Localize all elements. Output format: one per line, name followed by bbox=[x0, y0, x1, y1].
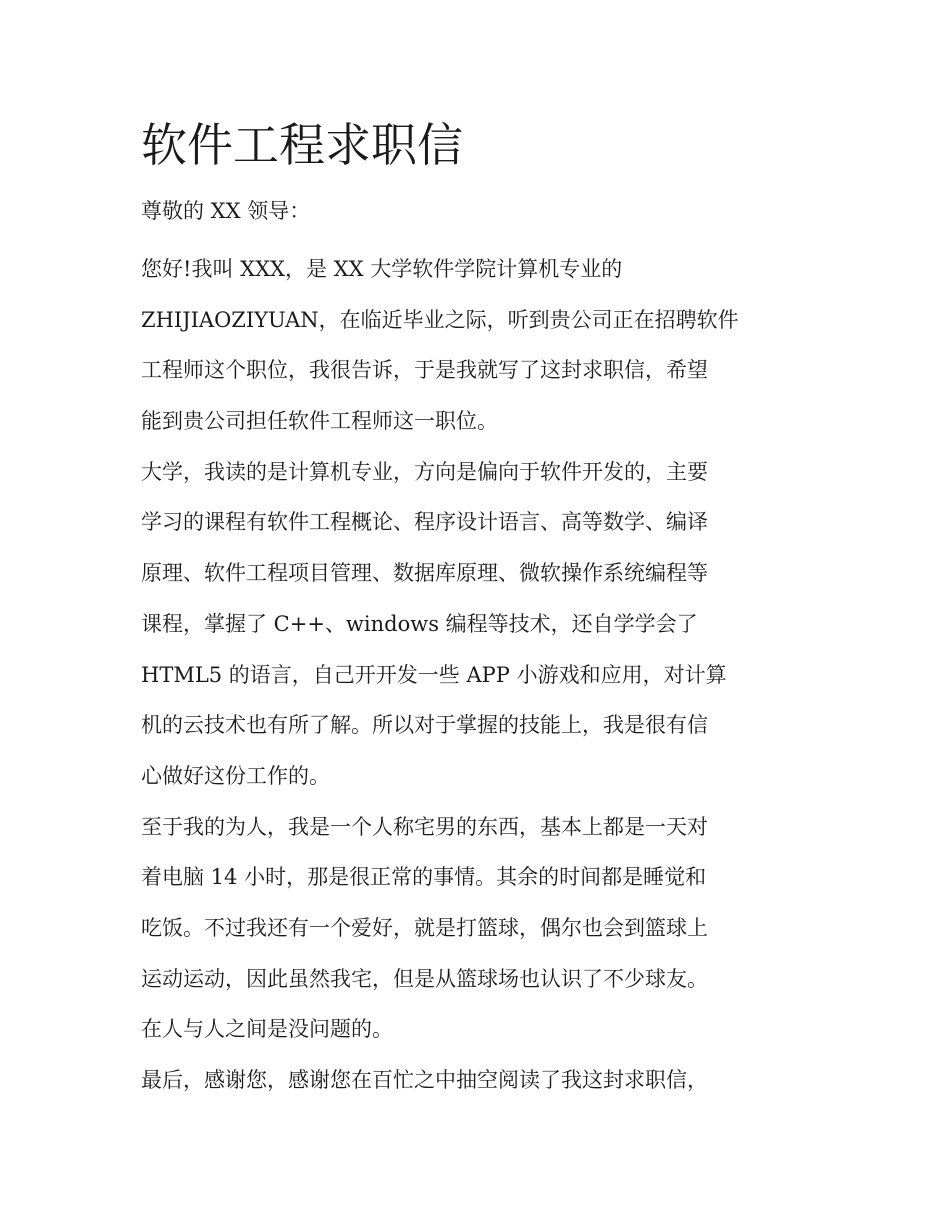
letter-title: 软件工程求职信 bbox=[141, 118, 463, 172]
paragraph-line: 着电脑 14 小时，那是很正常的事情。其余的时间都是睡觉和 bbox=[141, 865, 707, 890]
paragraph-line: 在人与人之间是没问题的。 bbox=[141, 1017, 393, 1042]
salutation: 尊敬的 XX 领导： bbox=[141, 199, 311, 223]
paragraph-personality bbox=[141, 802, 821, 1055]
paragraph-line: 最后，感谢您，感谢您在百忙之中抽空阅读了我这封求职信， bbox=[141, 1068, 708, 1092]
paragraph-line: HTML5 的语言，自己开开发一些 APP 小游戏和应用，对计算 bbox=[141, 662, 727, 687]
paragraph-line: 大学，我读的是计算机专业，方向是偏向于软件开发的，主要 bbox=[141, 459, 708, 484]
paragraph-line: 至于我的为人，我是一个人称宅男的东西，基本上都是一天对 bbox=[141, 814, 708, 839]
paragraph-line: 您好!我叫 XXX，是 XX 大学软件学院计算机专业的 bbox=[141, 257, 623, 281]
paragraph-line: 能到贵公司担任软件工程师这一职位。 bbox=[141, 409, 498, 434]
paragraph-closing bbox=[141, 1055, 821, 1106]
paragraph-line: 心做好这份工作的。 bbox=[141, 763, 330, 788]
paragraph-line: 工程师这个职位，我很告诉，于是我就写了这封求职信，希望 bbox=[141, 358, 708, 383]
paragraph-line: 学习的课程有软件工程概论、程序设计语言、高等数学、编译 bbox=[141, 510, 708, 535]
paragraph-education bbox=[141, 447, 821, 802]
letter-body bbox=[141, 112, 821, 1106]
paragraph-line: ZHIJIAOZIYUAN，在临近毕业之际，听到贵公司正在招聘软件 bbox=[141, 307, 739, 332]
paragraph-introduction bbox=[141, 244, 821, 447]
paragraph-line: 吃饭。不过我还有一个爱好，就是打篮球，偶尔也会到篮球上 bbox=[141, 915, 708, 940]
paragraph-line: 原理、软件工程项目管理、数据库原理、微软操作系统编程等 bbox=[141, 561, 708, 586]
paragraph-line: 机的云技术也有所了解。所以对于掌握的技能上，我是很有信 bbox=[141, 713, 708, 738]
paragraph-line: 运动运动，因此虽然我宅，但是从篮球场也认识了不少球友。 bbox=[141, 966, 708, 991]
paragraph-line: 课程，掌握了 C++、windows 编程等技术，还自学学会了 bbox=[141, 611, 698, 636]
